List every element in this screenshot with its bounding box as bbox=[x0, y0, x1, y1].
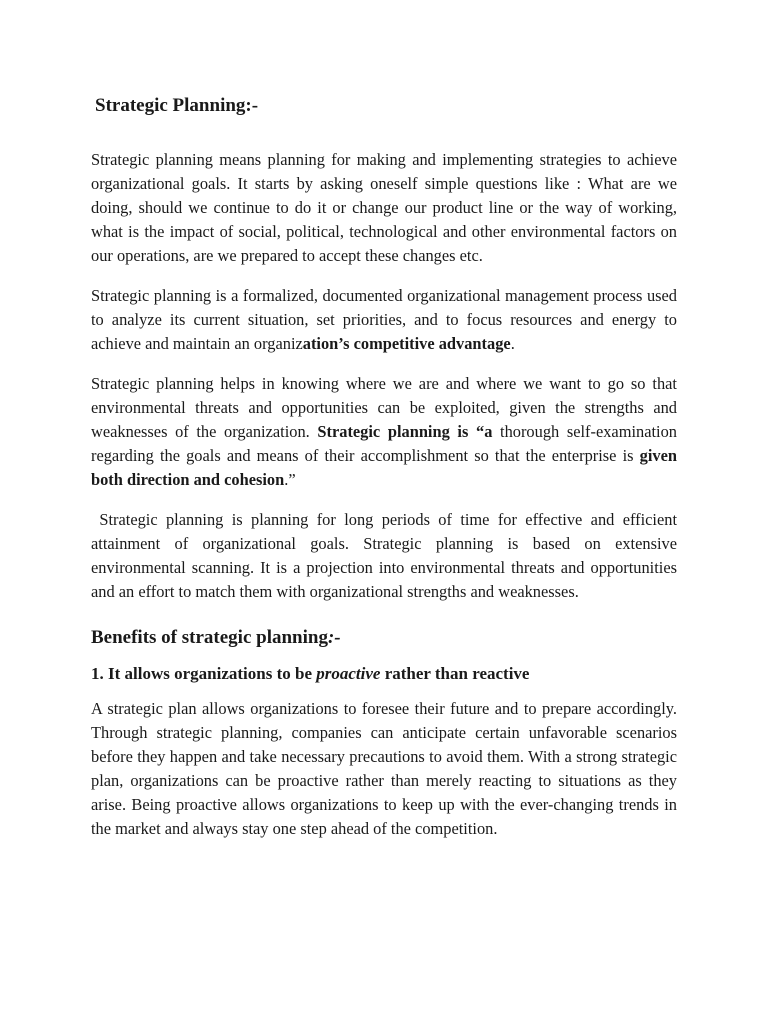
paragraph-text: Strategic planning helps in knowing where we are and where we want to go so that environmental threats and opportunities can be exploited, given the strengths and weaknesses of the organization. bbox=[91, 374, 677, 441]
section-heading-benefits bbox=[91, 626, 677, 650]
paragraph-strategic-plan: A strategic plan allows organizations to foresee their future and to prepare accordingly. Through strategic planning, companies can anticipate certain unfavorable scenarios before they happen and take necessary precautions to avoid them. With a strong strategic plan, organizations can be proactive rather than merely reacting to situations as they arise. Being proactive allows organizations to keep up with the ever-changing trends in the market and always stay one step ahead of the competition. bbox=[91, 699, 677, 838]
bold-phrase: ation’s competitive advantage bbox=[302, 334, 511, 353]
paragraph-text: Strategic planning is a formalized, documented organizational management process used to analyze its current situation, set priorities, and to focus resources and energy to achieve and maintain an organiz bbox=[91, 286, 677, 353]
paragraph-text: thorough self-examination regarding the goals and means of their accomplishment so that the enterprise is bbox=[91, 422, 677, 465]
section-heading-suffix: :- bbox=[327, 627, 341, 648]
paragraph-long-periods: Strategic planning is planning for long periods of time for effective and efficient attainment of organizational goals. Strategic planning is based on extensive environmental scanning. It is a projection into environmental threats and opportunities and an effort to match them with organizational strengths and weaknesses. bbox=[91, 510, 682, 601]
subheading-text: 1. It allows organizations to be bbox=[91, 664, 317, 683]
subheading-proactive bbox=[91, 663, 677, 685]
subheading-italic: proactive bbox=[316, 664, 381, 683]
paragraph-knowing-where bbox=[91, 372, 677, 492]
bold-phrase: given both direction and cohesion bbox=[91, 446, 677, 489]
paragraph-formalized-process bbox=[91, 284, 677, 356]
subheading-text: rather than reactive bbox=[380, 664, 530, 683]
page-title: Strategic Planning:- bbox=[95, 95, 259, 116]
bold-phrase: Strategic planning is “a bbox=[317, 422, 493, 441]
paragraph-text: .” bbox=[284, 470, 296, 489]
paragraph-definition: Strategic planning means planning for making and implementing strategies to achieve organizational goals. It starts by asking oneself simple questions like : What are we doing, should we continue to do it or change our product line or the way of working, what is the impact of social, political, technological and other environmental factors on our operations, are we prepared to accept these changes etc. bbox=[91, 150, 677, 265]
section-heading-text: Benefits of strategic planning bbox=[91, 627, 328, 648]
paragraph-text: . bbox=[510, 334, 515, 353]
